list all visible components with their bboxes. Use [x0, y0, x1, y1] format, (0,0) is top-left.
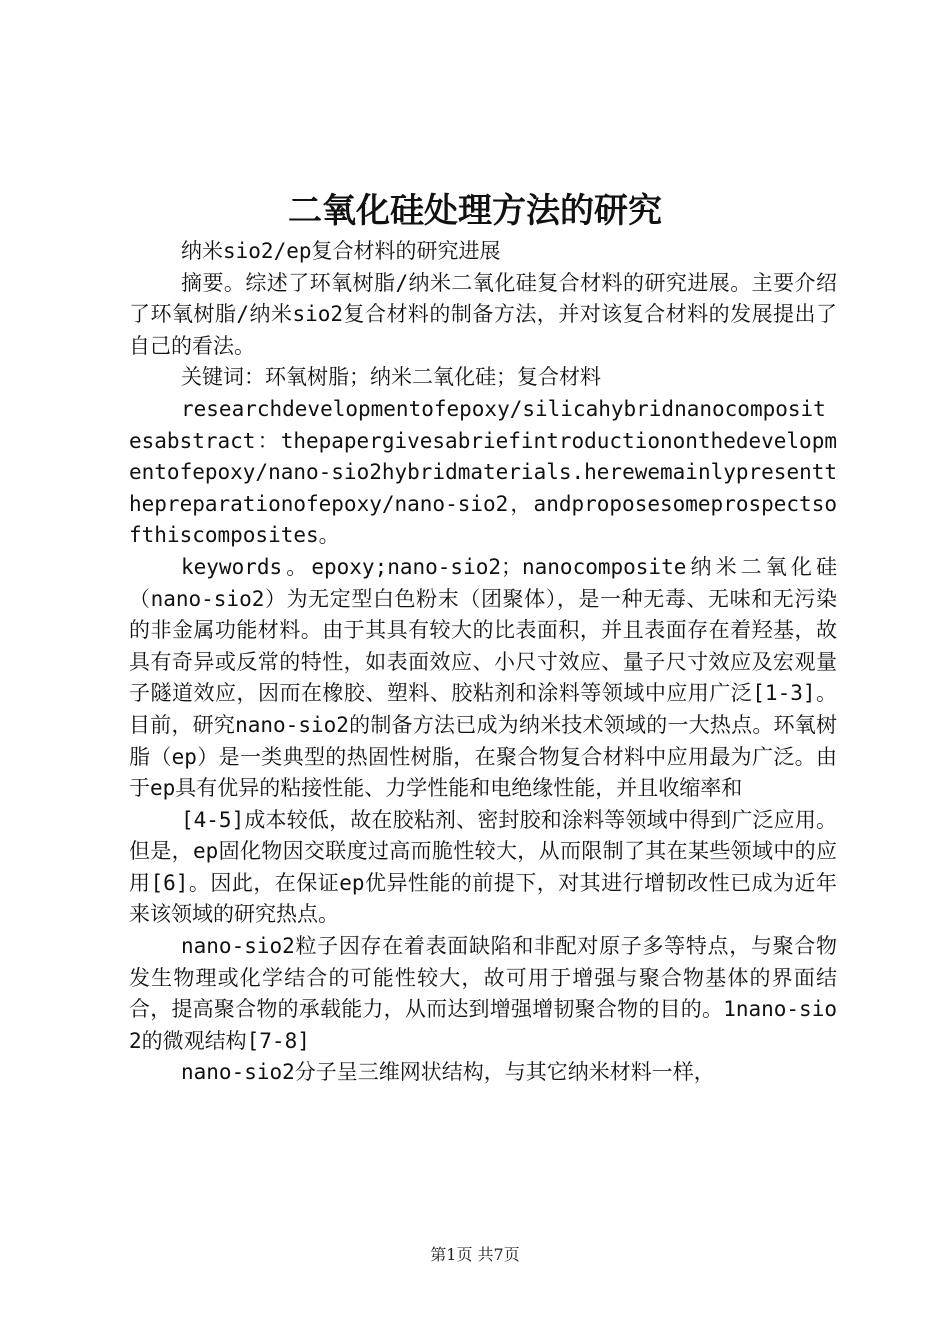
paragraph-application: [4-5]成本较低，故在胶粘剂、密封胶和涂料等领域中得到广泛应用。但是，ep固化物因交联度过高而脆性较大，从而限制了其在某些领域中的应用[6]。因此，在保证ep优异性能的前提下，对其进行增韧改性已成为近年来该领域的研究热点。 [129, 807, 837, 927]
document-title: 二氧化硅处理方法的研究 [288, 191, 662, 231]
paragraph-intro: keywords。epoxy;nano-sio2；nanocomposite纳米二氧化硅（nano-sio2）为无定型白色粉末（团聚体），是一种无毒、无味和无污染的非金属功能材料。由于其具有较大的比表面积，并且表面存在着羟基，故具有奇异或反常的特性，如表面效应、小尺寸效应、量子尺寸效应及宏观量子隧道效应，因而在橡胶、塑料、胶粘剂和涂料等领域中应用广泛[1-3]。目前，研究nano-sio2的制备方法已成为纳米技术领域的一大热点。环氧树脂（ep）是一类典型的热固性树脂，在聚合物复合材料中应用最为广泛。由于ep具有优异的粘接性能、力学性能和电绝缘性能，并且收缩率和 [129, 554, 837, 801]
paragraph-nano-sio2-particles: nano-sio2粒子因存在着表面缺陷和非配对原子多等特点，与聚合物发生物理或化学结合的可能性较大，故可用于增强与聚合物基体的界面结合，提高聚合物的承载能力，从而达到增强增韧聚合物的目的。1nano-sio2的微观结构[7-8] [129, 934, 837, 1053]
paragraph-subtitle: 纳米sio2/ep复合材料的研究进展 [181, 239, 501, 263]
paragraph-keywords: 关键词：环氧树脂；纳米二氧化硅；复合材料 [181, 365, 601, 390]
paragraph-structure: nano-sio2分子呈三维网状结构，与其它纳米材料一样， [181, 1060, 715, 1085]
document-body [129, 236, 837, 1089]
paragraph-abstract: 摘要。综述了环氧树脂/纳米二氧化硅复合材料的研究进展。主要介绍了环氧树脂/纳米sio2复合材料的制备方法，并对该复合材料的发展提出了自己的看法。 [129, 270, 837, 358]
page-number-footer: 第1页 共7页 [430, 1245, 520, 1264]
paragraph-english-abstract: researchdevelopmentofepoxy/silicahybridnanocompositesabstract：thepapergivesabriefintroductiononthedevelopmentofepoxy/nano-sio2hybridmaterials.herewemainlypresentthepreparationofepoxy/nano-sio2，andproposesomeprospectsofthiscomposites。 [129, 396, 838, 548]
